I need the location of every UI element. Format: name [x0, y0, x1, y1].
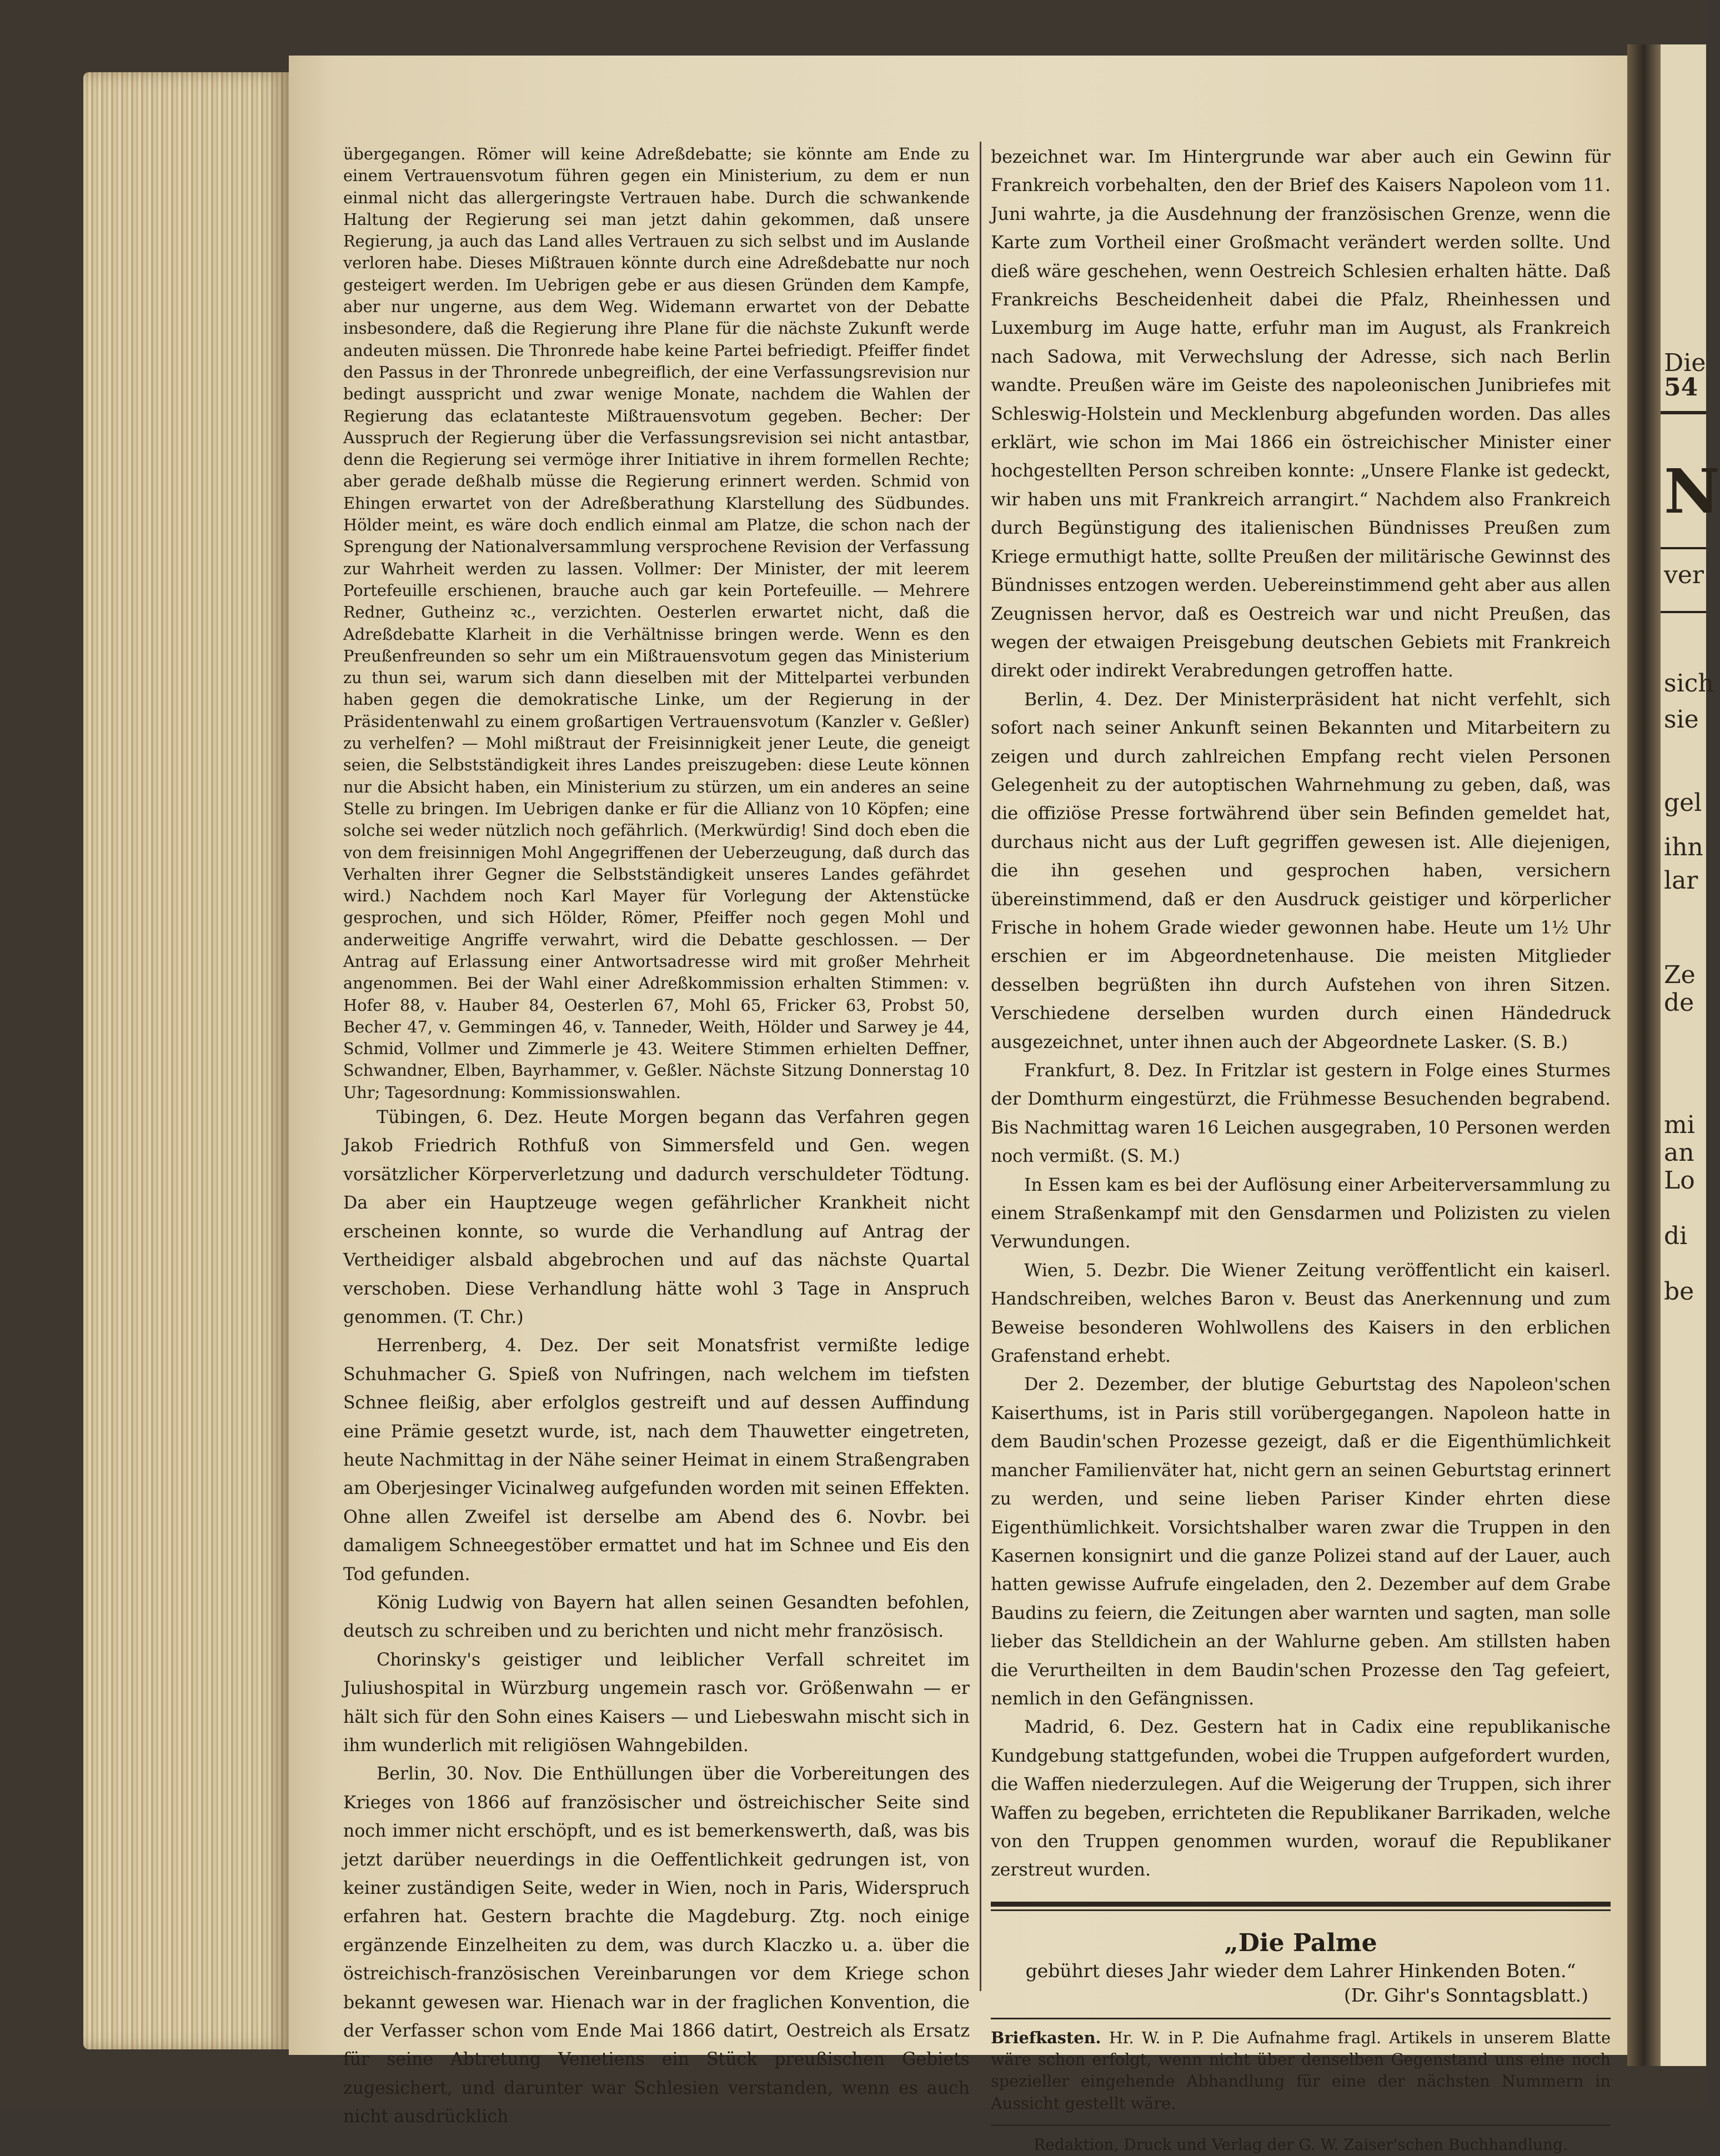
left-column: [343, 143, 970, 2132]
palme-title: „Die Palme: [1224, 1928, 1377, 1957]
briefkasten-text: Hr. W. in P. Die Aufnahme fragl. Artikels in unserem Blatte wäre schon erfolgt, wenn nicht über denselben Gegenstand uns eine noch spezieller eingehende Abhandlung für eine der nächsten Nummern in Aussicht gestellt wäre.: [991, 2028, 1611, 2113]
article-tuebingen: Tübingen, 6. Dez. Heute Morgen begann das Verfahren gegen Jakob Friedrich Rothfuß von Simmersfeld und Gen. wegen vorsätzlicher Körperverletzung und dadurch verschuldeter Tödtung. Da aber ein Hauptzeuge wegen gefährlicher Krankheit nicht erscheinen konnte, so wurde die Verhandlung auf Antrag der Vertheidiger alsbald abgebrochen und auf das nächste Quartal verschoben. Diese Verhandlung hätte wohl 3 Tage in Anspruch genommen. (T. Chr.): [343, 1107, 970, 1327]
facing-page-rule: [1661, 547, 1706, 549]
section-rule: [991, 2124, 1611, 2126]
palme-line: gebührt dieses Jahr wieder dem Lahrer Hinkenden Boten.“: [1025, 1959, 1576, 1982]
facing-page-text: Ze: [1664, 961, 1696, 989]
facing-page-text: 54: [1664, 373, 1698, 402]
right-column: [991, 143, 1611, 2156]
article-berlin-30-nov: Berlin, 30. Nov. Die Enthüllungen über die Vorbereitungen des Krieges von 1866 auf französischer und östreichischer Seite sind noch immer nicht erschöpft, und es ist bemerkenswerth, daß, was bis jetzt darüber neuerdings in die Oeffentlichkeit gedrungen ist, von keiner zuständigen Seite, weder in Wien, noch in Paris, Widerspruch erfahren hat. Gestern brachte die Magdeburg. Ztg. noch einige ergänzende Einzelheiten zu dem, was durch Klaczko u. a. über die östreichisch-französischen Vereinbarungen vor dem Kriege schon bekannt gewesen war. Hienach war in der fraglichen Konvention, die der Verfasser schon vom Ende Mai 1866 datirt, Oestreich als Ersatz für seine Abtretung Venetiens ein Stück preußischen Gebiets zugesichert, und darunter war Schlesien verstanden, wenn es auch nicht ausdrücklich: [343, 1764, 970, 2127]
briefkasten-head: Briefkasten.: [991, 2028, 1101, 2047]
briefkasten: [991, 2027, 1611, 2114]
column-divider: [980, 142, 981, 1991]
facing-page-text: Lo: [1664, 1166, 1695, 1195]
article-continuation: bezeichnet war. Im Hintergrunde war aber auch ein Gewinn für Frankreich vorbehalten, den der Brief des Kaisers Napoleon vom 11. Juni wahrte, ja die Ausdehnung der französischen Grenze, wenn die Karte zum Vortheil einer Großmacht verändert werden sollte. Und dieß wäre geschehen, wenn Oestreich Schlesien erhalten hätte. Daß Frankreichs Bescheidenheit dabei die Pfalz, Rheinhessen und Luxemburg im Auge hatte, erfuhr man im August, als Frankreich nach Sadowa, mit Verwechslung der Adresse, sich nach Berlin wandte. Preußen wäre im Geiste des napoleonischen Junibriefes mit Schleswig-Holstein und Mecklenburg abgefunden worden. Das alles erklärt, wie schon im Mai 1866 ein östreichischer Minister einer hochgestellten Person schreiben konnte: „Unsere Flanke ist gedeckt, wir haben uns mit Frankreich arrangirt.“ Nachdem also Frankreich durch Begünstigung des italienischen Bündnisses Preußen zum Kriege ermuthigt hatte, sollte Preußen der militärische Gewinnst des Bündnisses entzogen werden. Uebereinstimmend geht aber aus allen Zeugnissen hervor, daß es Oestreich war und nicht Preußen, das wegen der etwaigen Preisgebung deutschen Gebiets mit Frankreich direkt oder indirekt Verabredungen getroffen hatte.: [991, 147, 1611, 681]
facing-page-text: N: [1664, 455, 1720, 527]
article-paris: Der 2. Dezember, der blutige Geburtstag des Napoleon'schen Kaiserthums, ist in Paris still vorübergegangen. Napoleon hatte in dem Baudin'schen Prozesse gezeigt, daß er die Eigenthümlichkeit mancher Familienväter hat, nicht gern an seinen Geburtstag erinnert zu werden, und seine lieben Pariser Kinder ehrten diese Eigenthümlichkeit. Vorsichtshalber waren zwar die Truppen in den Kasernen konsignirt und die ganze Polizei stand auf der Lauer, auch hatten gewisse Aufrufe eingeladen, den 2. Dezember auf dem Grabe Baudins zu feiern, die Zeitungen aber warnten und sagten, man solle lieber das Stelldichein an der Wahlurne geben. Am stillsten haben die Verurtheilten in dem Baudin'schen Prozesse den Tag gefeiert, nemlich in den Gefängnissen.: [991, 1375, 1611, 1709]
imprint-footer: Redaktion, Druck und Verlag der G. W. Zaiser'schen Buchhandlung.: [1034, 2135, 1568, 2154]
article-landtag-debate: übergegangen. Römer will keine Adreßdebatte; sie könnte am Ende zu einem Vertrauensvotum führen gegen ein Ministerium, zu dem er nun einmal nicht das allergeringste Vertrauen habe. Durch die schwankende Haltung der Regierung sei man jetzt dahin gekommen, daß unsere Regierung, ja auch das Land alles Vertrauen zu sich selbst und im Auslande verloren habe. Dieses Mißtrauen könnte durch eine Adreßdebatte nur noch gesteigert werden. Im Uebrigen gebe er aus diesen Gründen dem Kampfe, aber nur ungerne, aus dem Weg. Widemann erwartet von der Debatte insbesondere, daß die Regierung ihre Plane für die nächste Zukunft werde andeuten müssen. Die Thronrede habe keine Partei befriedigt. Pfeiffer findet den Passus in der Thronrede unbegreiflich, der eine Verfassungsrevision nur bedingt ausspricht und zwar wenige Monate, nachdem die Wahlen der Regierung das eclatanteste Mißtrauensvotum gegeben. Becher: Der Ausspruch der Regierung über die Verfassungsrevision sei nicht antastbar, denn die Regierung sei vermöge ihrer Initiative in ihrem formellen Rechte; aber gerade deßhalb müsse die Regierung erinnert werden. Schmid von Ehingen erwartet von der Adreßberathung Klarstellung des Südbundes. Hölder meint, es wäre doch endlich einmal am Platze, die schon nach der Sprengung der Nationalversammlung versprochene Revision der Verfassung zur Wahrheit werden zu lassen. Vollmer: Der Minister, der mit leerem Portefeuille erschienen, brauche auch gar kein Portefeuille. — Mehrere Redner, Gutheinz ꝛc., verzichten. Oesterlen erwartet nicht, daß die Adreßdebatte Klarheit in die Verhältnisse bringen werde. Wenn es den Preußenfreunden so sehr um ein Mißtrauensvotum gegen das Ministerium zu thun sei, warum sich dann dieselben mit der Mittelpartei verbunden haben gegen die demokratische Linke, um der Regierung in der Präsidentenwahl zu einem großartigen Vertrauensvotum (Kanzler v. Geßler) zu verhelfen? — Mohl mißtraut der Freisinnigkeit jener Leute, die geneigt seien, die Selbstständigkeit ihres Landes preiszugeben: diese Leute können nur die Absicht haben, ein Ministerium zu stürzen, um ein anderes an seine Stelle zu bringen. Im Uebrigen danke er für die Allianz von 10 Köpfen; eine solche sei weder nützlich noch gefährlich. (Merkwürdig! Sind doch eben die von dem freisinnigen Mohl Angegriffenen der Ueberzeugung, daß durch das Verhalten ihrer Gegner die Selbstständigkeit unseres Landes gefährdet wird.) Nachdem noch Karl Mayer für Vorlegung der Aktenstücke gesprochen, und sich Hölder, Römer, Pfeiffer noch gegen Mohl und anderweitige Angriffe verwahrt, wird die Debatte geschlossen. — Der Antrag auf Erlassung einer Antwortsadresse wird mit großer Mehrheit angenommen. Bei der Wahl einer Adreßkommission erhalten Stimmen: v. Hofer 88, v. Hauber 84, Oesterlen 67, Mohl 65, Fricker 63, Probst 50, Becher 47, v. Gemmingen 46, v. Tanneder, Weith, Hölder und Sarwey je 44, Schmid, Vollmer und Zimmerle je 43. Weitere Stimmen erhielten Deffner, Schwandner, Elben, Bayrhammer, v. Geßler. Nächste Sitzung Donnerstag 10 Uhr; Tagesordnung: Kommissionswahlen.: [343, 144, 970, 1102]
facing-page-text: Die: [1664, 349, 1706, 377]
facing-page-rule: [1661, 411, 1706, 414]
facing-page-text: mi: [1664, 1111, 1695, 1139]
facing-page-text: di: [1664, 1222, 1688, 1250]
facing-page-text: be: [1664, 1277, 1694, 1306]
article-herrenberg: Herrenberg, 4. Dez. Der seit Monatsfrist vermißte ledige Schuhmacher G. Spieß von Nufringen, nach welchem im tiefsten Schnee fleißig, aber erfolglos gestreift und auf dessen Auffindung eine Prämie gesetzt wurde, ist, nach dem Thauwetter eingetreten, heute Nachmittag in der Nähe seiner Heimat in einem Straßengraben am Oberjesinger Vicinalweg aufgefunden worden mit seinen Effekten. Ohne allen Zweifel ist derselbe am Abend des 6. Novbr. bei damaligem Schneegestöber ermattet und hat im Schnee und Eis den Tod gefunden.: [343, 1336, 970, 1585]
facing-page-text: gel: [1664, 789, 1702, 817]
palme-source: (Dr. Gihr's Sonntagsblatt.): [1343, 1984, 1588, 2006]
facing-page-rule: [1661, 611, 1706, 613]
facing-page-text: ver: [1664, 561, 1704, 589]
facing-page-text: de: [1664, 989, 1694, 1017]
book-page-edges: [83, 72, 289, 2049]
facing-page-text: lar: [1664, 866, 1698, 895]
book-gutter: [1627, 44, 1661, 2066]
article-essen: In Essen kam es bei der Auflösung einer Arbeiterversammlung zu einem Straßenkampf mit den Gensdarmen und Polizisten zu vielen Verwundungen.: [991, 1175, 1611, 1252]
facing-page-text: an: [1664, 1139, 1694, 1167]
section-rule: [991, 2018, 1611, 2019]
section-rule-thick: [991, 1902, 1611, 1907]
facing-page-text: ihn: [1664, 833, 1703, 861]
article-wien: Wien, 5. Dezbr. Die Wiener Zeitung veröffentlicht ein kaiserl. Handschreiben, welches Baron v. Beust das Anerkennung und zum Beweise besonderen Wohlwollens des Kaisers in den erblichen Grafenstand erhebt.: [991, 1260, 1611, 1367]
article-koenig-ludwig: König Ludwig von Bayern hat allen seinen Gesandten befohlen, deutsch zu schreiben und zu berichten und nicht mehr französisch.: [343, 1592, 970, 1642]
article-berlin-4-dez: Berlin, 4. Dez. Der Ministerpräsident hat nicht verfehlt, sich sofort nach seiner Ankunft seinen Bekannten und Mitarbeitern zu zeigen und durch zahlreichen Empfang recht vielen Personen Gelegenheit zu der autoptischen Wahrnehmung zu geben, daß, was die offiziöse Presse fortwährend über sein Befinden gemeldet hat, durchaus nicht aus der Luft gegriffen gewesen ist. Alle diejenigen, die ihn gesehen und gesprochen haben, versichern übereinstimmend, daß er den Ausdruck geistiger und körperlicher Frische in hohem Grade wieder gewonnen habe. Heute um 1½ Uhr erschien er im Abgeordnetenhause. Die meisten Mitglieder desselben begrüßten ihn durch Aufstehen von ihren Sitzen. Verschiedene derselben wurden durch einen Händedruck ausgezeichnet, unter ihnen auch der Abgeordnete Lasker. (S. B.): [991, 689, 1611, 1052]
facing-page-text: sie: [1664, 705, 1699, 734]
article-chorinsky: Chorinsky's geistiger und leiblicher Verfall schreitet im Juliushospital in Würzburg ungemein rasch vor. Größenwahn — er hält sich für den Sohn eines Kaisers — und Liebeswahn mischt sich in ihm wunderlich mit religiösen Wahngebilden.: [343, 1649, 970, 1756]
section-rule-thin: [991, 1909, 1611, 1911]
facing-page-text: sich: [1664, 669, 1714, 698]
article-madrid: Madrid, 6. Dez. Gestern hat in Cadix eine republikanische Kundgebung stattgefunden, wobei die Truppen aufgefordert wurden, die Waffen niederzulegen. Auf die Weigerung der Truppen, sich ihrer Waffen zu begeben, errichteten die Republikaner Barrikaden, welche von den Truppen genommen wurden, worauf die Republikaner zerstreut wurden.: [991, 1717, 1611, 1881]
article-frankfurt: Frankfurt, 8. Dez. In Fritzlar ist gestern in Folge eines Sturmes der Domthurm eingestürzt, die Frühmesse Besuchenden begrabend. Bis Nachmittag waren 16 Leichen ausgegraben, 10 Personen werden noch vermißt. (S. M.): [991, 1061, 1611, 1167]
facing-page-fragment: [1661, 44, 1720, 2066]
